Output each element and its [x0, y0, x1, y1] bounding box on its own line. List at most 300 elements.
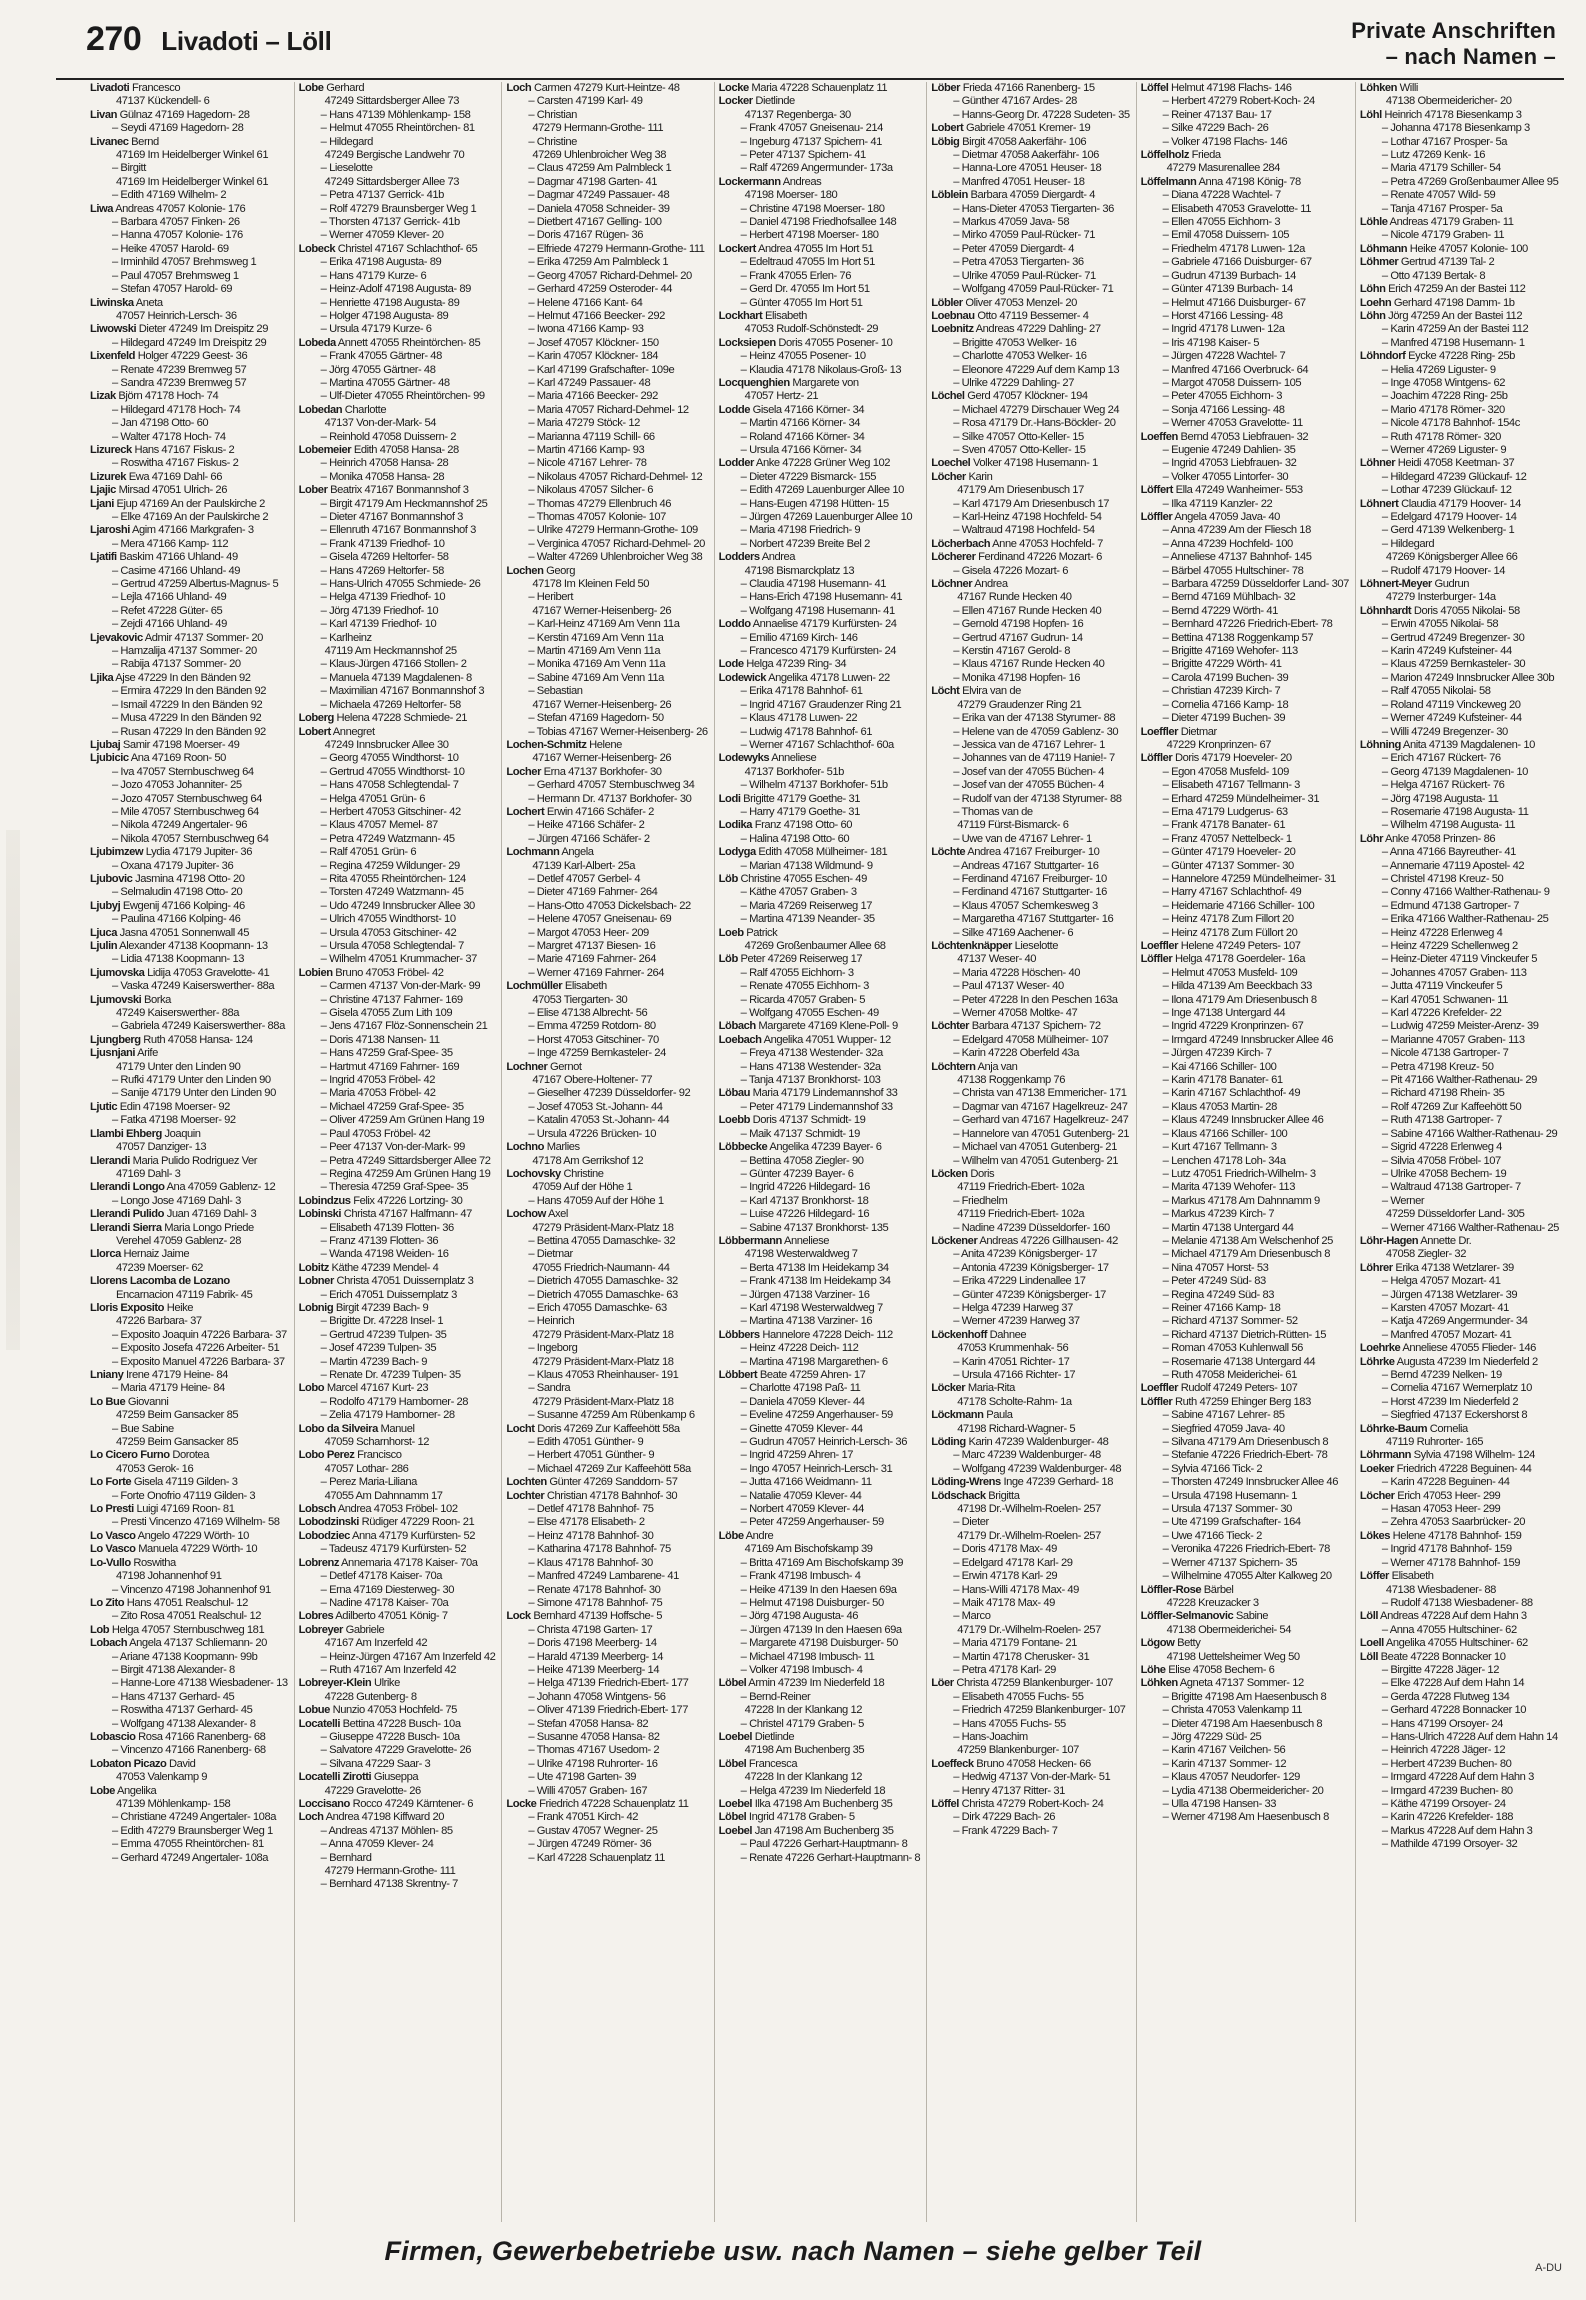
entry-details: – Klaus 47178 Luwen- 22	[740, 712, 858, 725]
listing-entry	[506, 980, 707, 993]
entry-details: 47179 Am Driesenbusch 17	[957, 484, 1084, 497]
listing-entry	[506, 149, 707, 162]
listing-entry	[90, 913, 288, 926]
listing-entry	[299, 189, 496, 202]
entry-details: – Erika 47178 Bahnhof- 61	[740, 685, 863, 698]
entry-details: – Klaus 47057 Memel- 87	[320, 819, 438, 832]
entry-details: Ruth 47259 Ehinger Berg 183	[1172, 1395, 1311, 1408]
listing-entry	[299, 565, 496, 578]
entry-details: – Martin 47166 Körner- 34	[740, 417, 861, 430]
listing-entry	[1141, 1195, 1349, 1208]
entry-details: – Volker 47198 Imbusch- 4	[740, 1663, 863, 1676]
entry-details: – Ulrike 47058 Bechem- 19	[1381, 1167, 1507, 1180]
entry-details: 47053 Krummenhak- 56	[957, 1342, 1069, 1355]
listing-entry	[506, 1101, 707, 1114]
entry-details: – Peter 47137 Spichern- 41	[740, 149, 866, 162]
listing-entry	[506, 297, 707, 310]
entry-details: – Dietmar	[528, 1248, 573, 1261]
listing-entry	[719, 658, 921, 671]
entry-details: – Claus 47259 Am Palmbleck 1	[528, 162, 672, 175]
entry-surname: Löhrke	[1359, 1355, 1395, 1368]
entry-surname: Loehrke	[1359, 1342, 1401, 1355]
listing-entry	[1360, 591, 1559, 604]
listing-entry	[506, 1087, 707, 1100]
entry-details: – Hans-Willi 47178 Max- 49	[953, 1583, 1079, 1596]
listing-entry	[1360, 1074, 1559, 1087]
entry-surname: Lobascio	[90, 1730, 136, 1743]
entry-details: – Irmgard 47239 Buchen- 80	[1381, 1784, 1513, 1797]
entry-details: – Petra 47178 Karl- 29	[953, 1663, 1056, 1676]
listing-entry	[719, 176, 921, 189]
entry-surname: Ljuca	[90, 926, 117, 939]
entry-surname: Lobo	[298, 1382, 325, 1395]
entry-surname: Lodewyks	[718, 752, 770, 765]
entry-surname: Lobien	[298, 966, 333, 979]
entry-surname: Löffler	[1140, 953, 1173, 966]
entry-details: Barbara 47059 Diergardt- 4	[967, 189, 1095, 202]
listing-entry	[299, 1785, 496, 1798]
listing-entry	[931, 927, 1129, 940]
listing-entry	[90, 873, 288, 886]
listing-entry	[719, 136, 921, 149]
listing-entry	[931, 1651, 1129, 1664]
listing-entry	[299, 605, 496, 618]
entry-details: – Stefan 47058 Hansa- 82	[528, 1717, 649, 1730]
entry-details: Franz 47198 Otto- 60	[752, 819, 853, 832]
listing-entry	[506, 229, 707, 242]
entry-details: Barbara 47137 Spichern- 72	[969, 1020, 1101, 1033]
entry-details: – Elisabeth 47139 Flotten- 36	[320, 1221, 454, 1234]
entry-details: – Martina 47055 Gärtner- 48	[320, 376, 450, 389]
listing-entry	[1141, 913, 1349, 926]
entry-details: – Hildegard	[320, 135, 373, 148]
listing-entry	[299, 819, 496, 832]
listing-entry	[506, 1503, 707, 1516]
entry-details: – Klaus-Jürgen 47166 Stollen- 2	[320, 658, 467, 671]
listing-entry	[1360, 1624, 1559, 1637]
listing-entry	[1360, 122, 1559, 135]
listing-entry	[506, 256, 707, 269]
listing-entry	[1360, 216, 1559, 229]
entry-details: – Ingrid 47226 Hildegard- 16	[740, 1181, 870, 1194]
listing-entry	[90, 1852, 288, 1865]
listing-entry	[931, 726, 1129, 739]
entry-details: – Ursula 47058 Schlegtendal- 7	[320, 940, 464, 952]
entry-details: – Helene 47166 Kant- 64	[528, 296, 643, 309]
entry-details: – Emma 47259 Rotdorn- 80	[528, 1020, 656, 1033]
listing-entry	[1360, 390, 1559, 403]
listing-entry	[1141, 1181, 1349, 1194]
entry-details: Otto 47119 Bessemer- 4	[974, 309, 1089, 322]
entry-details: – Rosemarie 47138 Untergard 44	[1162, 1355, 1316, 1368]
entry-details: 47178 Im Kleinen Feld 50	[532, 578, 650, 591]
entry-details: 47279 Hermann-Grothe- 111	[532, 122, 664, 135]
listing-entry	[931, 1409, 1129, 1422]
entry-details: Ewgenij 47166 Kolping- 46	[120, 899, 245, 912]
listing-entry	[506, 1718, 707, 1731]
entry-surname: Löcher	[1359, 1489, 1395, 1502]
listing-entry	[719, 431, 921, 444]
entry-details: – Zelia 47179 Hamborner- 28	[320, 1409, 455, 1422]
entry-surname: Lober	[298, 484, 328, 497]
entry-details: Dietlinde	[752, 95, 795, 108]
entry-surname: Loch	[506, 82, 532, 94]
entry-details: – Luise 47226 Hildegard- 16	[740, 1208, 870, 1221]
listing-entry	[719, 1758, 921, 1771]
entry-details: – Helmut 47198 Duisburger- 50	[740, 1596, 884, 1609]
entry-surname: Ljumovska	[90, 966, 145, 979]
listing-entry	[1141, 310, 1349, 323]
entry-surname: Löhmer	[1359, 256, 1399, 269]
listing-entry	[90, 726, 288, 739]
entry-details: – Nikola 47249 Angertaler- 96	[112, 819, 247, 832]
listing-entry	[931, 1530, 1129, 1543]
entry-details: Gudrun	[1431, 578, 1470, 591]
entry-details: – Helene van de 47059 Gablenz- 30	[953, 725, 1119, 738]
listing-entry	[299, 390, 496, 403]
listing-entry	[299, 136, 496, 149]
entry-details: – Dirk 47229 Bach- 26	[953, 1811, 1056, 1824]
entry-details: – Mario 47178 Römer- 320	[1381, 403, 1505, 416]
entry-details: – Maria 47166 Beecker- 292	[528, 390, 658, 403]
listing-entry	[719, 1248, 921, 1261]
listing-entry	[1141, 1503, 1349, 1516]
entry-details: – Ellen 47055 Eichhorn- 3	[1162, 216, 1281, 229]
listing-entry	[90, 95, 288, 108]
listing-entry	[719, 1114, 921, 1127]
listing-entry	[931, 216, 1129, 229]
entry-details: – Oliver 47259 Am Grünen Hang 19	[320, 1114, 485, 1127]
entry-details: – Jessica van de 47167 Lehrer- 1	[953, 738, 1105, 751]
listing-entry	[506, 860, 707, 873]
listing-entry	[1360, 270, 1559, 283]
listing-entry	[506, 417, 707, 430]
entry-details: – Nadine 47239 Düsseldorfer- 160	[953, 1221, 1110, 1234]
entry-details: – Renate Dr. 47239 Tulpen- 35	[320, 1369, 461, 1381]
entry-details: 47167 Werner-Heisenberg- 26	[532, 752, 672, 765]
entry-details: – Christel 47179 Graben- 5	[740, 1717, 864, 1730]
listing-entry	[1360, 726, 1559, 739]
listing-entry	[719, 699, 921, 712]
entry-surname: Löffler	[1140, 752, 1173, 765]
entry-details: – Klaudia 47178 Nikolaus-Groß- 13	[740, 363, 902, 376]
listing-entry	[299, 95, 496, 108]
listing-entry	[1141, 109, 1349, 122]
entry-details: – Werner 47269 Liguster- 9	[1381, 443, 1507, 456]
listing-entry	[931, 1356, 1129, 1369]
entry-details: – Rita 47055 Rheintörchen- 124	[320, 872, 466, 885]
header-title	[1351, 18, 1556, 70]
entry-details: – Klaus 47167 Runde Hecken 40	[953, 658, 1105, 671]
listing-entry	[1360, 1744, 1559, 1757]
entry-details: Francesca	[746, 1757, 798, 1770]
entry-details: Andreas	[780, 175, 822, 188]
entry-details: – Margarete 47198 Duisburger- 50	[740, 1637, 898, 1650]
entry-details: – Maria 47279 Stöck- 12	[528, 417, 640, 430]
entry-details: – Wilhelm 47051 Krummacher- 37	[320, 953, 477, 966]
entry-details: – Doris 47178 Max- 49	[953, 1543, 1057, 1556]
entry-details: – Ludwig 47259 Meister-Arenz- 39	[1381, 1020, 1539, 1033]
listing-entry	[1141, 1208, 1349, 1221]
listing-entry	[90, 994, 288, 1007]
entry-details: – Heribert	[528, 591, 573, 604]
entry-details: – Eveline 47259 Angerhauser- 59	[740, 1409, 893, 1422]
entry-details: – Erika van der 47138 Styrumer- 88	[953, 712, 1116, 725]
entry-details: Jan 47198 Am Buchenberg 35	[752, 1824, 894, 1837]
entry-details: – Bernd 47229 Wörth- 41	[1162, 604, 1278, 617]
entry-details: Betty	[1174, 1637, 1201, 1650]
entry-details: – Silke 47169 Aachener- 6	[953, 926, 1074, 939]
entry-details: – Paul 47226 Gerhart-Hauptmann- 8	[740, 1838, 908, 1851]
listing-entry	[299, 457, 496, 470]
entry-details: – Ulrike 47279 Hermann-Grothe- 109	[528, 524, 698, 537]
listing-entry	[931, 82, 1129, 95]
entry-surname: Loddo	[718, 618, 751, 631]
entry-details: – Karin 47228 Beguinen- 44	[1381, 1476, 1510, 1489]
entry-details: – Ulrike 47198 Ruhrorter- 16	[528, 1757, 658, 1770]
entry-details: 47167 Werner-Heisenberg- 26	[532, 604, 672, 617]
entry-details: – Klaus 47057 Neudorfer- 129	[1162, 1771, 1300, 1784]
listing-entry	[719, 444, 921, 457]
entry-details: – Ursula 47179 Kurze- 6	[320, 323, 432, 336]
entry-details: – Michael 47198 Imbusch- 11	[740, 1650, 875, 1663]
listing-entry	[506, 632, 707, 645]
listing-entry	[90, 819, 288, 832]
entry-details: – Klaus 47259 Bernkasteler- 30	[1381, 658, 1526, 671]
entry-details: – Gernold 47198 Hopfen- 16	[953, 618, 1084, 631]
listing-entry	[931, 672, 1129, 685]
entry-details: Angelika 47239 Bayer- 6	[767, 1141, 882, 1154]
listing-entry	[1360, 645, 1559, 658]
entry-details: – Doris 47138 Nansen- 11	[320, 1033, 440, 1046]
entry-details: – Hanne-Lore 47138 Wiesbadener- 13	[112, 1677, 288, 1690]
entry-details: – Henriette 47198 Augusta- 89	[320, 296, 460, 309]
entry-surname: Lögow	[1140, 1637, 1175, 1650]
listing-entry	[506, 1798, 707, 1811]
listing-entry	[1141, 404, 1349, 417]
listing-entry	[299, 1677, 496, 1690]
listing-entry	[299, 860, 496, 873]
entry-details: – Ralf 47051 Grün- 6	[320, 846, 417, 859]
listing-entry	[719, 1168, 921, 1181]
entry-surname: Lo Vasco	[90, 1529, 136, 1542]
listing-entry	[1360, 82, 1559, 95]
listing-entry	[90, 1369, 288, 1382]
listing-entry	[719, 229, 921, 242]
entry-details: – Wilhelm 47137 Borkhofer- 51b	[740, 779, 888, 792]
entry-details: – Werner 47166 Walther-Rathenau- 25	[1381, 1221, 1559, 1234]
listing-entry	[299, 1597, 496, 1610]
entry-details: – Christine 47198 Moerser- 180	[740, 202, 885, 215]
listing-entry	[1141, 1222, 1349, 1235]
entry-surname: Liwowski	[90, 323, 137, 336]
listing-entry	[299, 1289, 496, 1302]
listing-entry	[719, 886, 921, 899]
listing-entry	[506, 95, 707, 108]
listing-entry	[719, 189, 921, 202]
listing-entry	[1360, 1141, 1559, 1154]
listing-entry	[299, 323, 496, 336]
entry-details: – Werner 47058 Moltke- 47	[953, 1007, 1078, 1020]
listing-entry	[90, 511, 288, 524]
entry-surname: Ljubovic	[90, 872, 133, 885]
entry-surname: Lobner	[298, 1275, 334, 1288]
listing-entry	[931, 364, 1129, 377]
listing-entry	[90, 1101, 288, 1114]
listing-entry	[506, 1758, 707, 1771]
entry-details: Sylvia 47198 Wilhelm- 124	[1411, 1449, 1535, 1462]
entry-details: – Ralf 47055 Nikolai- 58	[1381, 685, 1491, 698]
listing-entry	[719, 1557, 921, 1570]
entry-details: – Andreas 47167 Stuttgarter- 16	[953, 859, 1099, 872]
entry-details: Dahnee	[987, 1328, 1027, 1341]
entry-surname: Löchner	[931, 578, 973, 591]
entry-details: Georg	[543, 564, 575, 577]
entry-details: – Jörg 47055 Gärtner- 48	[320, 363, 436, 376]
listing-entry	[506, 565, 707, 578]
entry-details: 47279 Präsident-Marx-Platz 18	[532, 1355, 674, 1368]
footer-code: A-DU	[1535, 2262, 1562, 2274]
listing-entry	[299, 1651, 496, 1664]
listing-entry	[1141, 645, 1349, 658]
listing-entry	[931, 176, 1129, 189]
listing-entry	[299, 270, 496, 283]
entry-details: – Karl 47137 Bronkhorst- 18	[740, 1194, 869, 1207]
entry-surname: Löchtern	[931, 1060, 976, 1073]
entry-details: – Christine	[528, 135, 577, 148]
listing-entry	[1360, 1007, 1559, 1020]
listing-entry	[719, 1838, 921, 1851]
entry-details: 47178 Am Gerrikshof 12	[532, 1154, 644, 1167]
listing-entry	[506, 1771, 707, 1784]
listing-entry	[506, 471, 707, 484]
listing-entry	[506, 1047, 707, 1060]
listing-entry	[299, 1128, 496, 1141]
entry-details: Edith 47058 Mülheimer- 181	[755, 846, 888, 859]
listing-entry	[719, 739, 921, 752]
listing-entry	[1141, 524, 1349, 537]
listing-entry	[719, 1382, 921, 1395]
entry-details: – Petra 47137 Gerrick- 41b	[320, 189, 444, 202]
listing-entry	[1141, 1235, 1349, 1248]
listing-entry	[719, 1047, 921, 1060]
listing-entry	[90, 457, 288, 470]
listing-entry	[506, 270, 707, 283]
entry-details: – Frank 47198 Imbusch- 4	[740, 1570, 861, 1583]
entry-surname: Lochen-Schmitz	[506, 738, 587, 751]
entry-details: – Margot 47053 Heer- 209	[528, 926, 649, 939]
entry-details: – Günter 47137 Sommer- 30	[1162, 859, 1294, 872]
entry-details: – Iva 47057 Sternbuschweg 64	[112, 765, 254, 778]
entry-details: – Peter 47249 Süd- 83	[1162, 1275, 1266, 1288]
listing-entry	[1141, 900, 1349, 913]
entry-details: – Marc 47239 Waldenburger- 48	[953, 1449, 1101, 1462]
entry-details: – Ingrid 47229 Kronprinzen- 67	[1162, 1020, 1304, 1033]
listing-entry	[1141, 216, 1349, 229]
entry-details: – Ulrike 47059 Paul-Rücker- 71	[953, 269, 1096, 282]
listing-entry	[719, 1302, 921, 1315]
listing-entry	[506, 1409, 707, 1422]
entry-details: 47055 Friedrich-Naumann- 44	[532, 1261, 670, 1274]
entry-details: – Waltraud 47198 Hochfeld- 54	[953, 524, 1095, 537]
entry-details: Maria 47228 Schauenplatz 11	[748, 82, 888, 94]
entry-details: – Käthe 47057 Graben- 3	[740, 886, 857, 899]
listing-entry	[299, 1798, 496, 1811]
listing-entry	[1360, 350, 1559, 363]
entry-details: – Erwin 47055 Nikolai- 58	[1381, 618, 1499, 631]
listing-entry	[506, 1463, 707, 1476]
listing-entry	[299, 243, 496, 256]
entry-details: Andrea 47053 Fröbel- 102	[335, 1503, 458, 1516]
entry-details: – Sandra 47239 Bremweg 57	[112, 376, 247, 389]
entry-details: – Heinrich	[528, 1315, 575, 1328]
entry-surname: Loeffen	[1140, 430, 1178, 443]
listing-entry	[931, 162, 1129, 175]
entry-details: – Hans-Dieter 47053 Tiergarten- 36	[953, 202, 1114, 215]
entry-details: – Selmaludin 47198 Otto- 20	[112, 886, 243, 899]
listing-entry	[506, 1436, 707, 1449]
entry-details: – Renate 47226 Gerhart-Hauptmann- 8	[740, 1851, 921, 1864]
listing-entry	[1360, 95, 1559, 108]
entry-surname: Löbel	[718, 1811, 747, 1824]
listing-entry	[719, 860, 921, 873]
entry-details: – Gabriele 47166 Duisburger- 67	[1162, 256, 1312, 269]
listing-entry	[1360, 1087, 1559, 1100]
entry-details: – Jürgen 47269 Lauenburger Allee 10	[740, 511, 913, 523]
listing-entry	[719, 1436, 921, 1449]
listing-entry	[299, 471, 496, 484]
listing-entry	[299, 1610, 496, 1623]
listing-entry	[719, 1463, 921, 1476]
listing-entry	[719, 953, 921, 966]
entry-details: – Bue Sabine	[112, 1422, 174, 1435]
entry-details: – Maria 47057 Richard-Dehmel- 12	[528, 403, 689, 416]
entry-details: – Ulrike 47229 Dahling- 27	[953, 376, 1074, 389]
entry-details: – Thomas 47057 Kolonie- 107	[528, 511, 666, 523]
entry-details: – Christiane 47249 Angertaler- 108a	[112, 1811, 276, 1824]
entry-details: – Margret 47137 Biesen- 16	[528, 940, 656, 952]
entry-details: – Roman 47053 Kuhlenwall 56	[1162, 1342, 1303, 1355]
listing-entry	[90, 1584, 288, 1597]
listing-entry	[719, 591, 921, 604]
listing-entry	[1141, 1289, 1349, 1302]
listing-entry	[1141, 364, 1349, 377]
listing-entry	[299, 444, 496, 457]
entry-details: – Karl 47249 Passauer- 48	[528, 376, 651, 389]
entry-details: Eycke 47228 Ring- 25b	[1405, 350, 1515, 363]
listing-entry	[719, 819, 921, 832]
entry-surname: Löffler	[1140, 511, 1173, 523]
listing-entry	[719, 256, 921, 269]
listing-entry	[1141, 846, 1349, 859]
listing-entry	[90, 1704, 288, 1717]
entry-surname: Löchtenknäpper	[931, 940, 1012, 952]
page-number: 270	[86, 20, 142, 58]
entry-details: Luigi 47169 Roon- 81	[133, 1503, 235, 1516]
entry-details: – Hans-Otto 47053 Dickelsbach- 22	[528, 899, 691, 912]
listing-entry	[506, 1516, 707, 1529]
listing-entry	[931, 1610, 1129, 1623]
entry-details: – Friedhelm	[953, 1194, 1008, 1207]
entry-details: Helga 47057 Sternbuschweg 181	[109, 1623, 265, 1636]
listing-entry	[931, 538, 1129, 551]
listing-entry	[506, 1825, 707, 1838]
entry-details: Lydia 47179 Jupiter- 36	[143, 846, 252, 859]
entry-details: – Antonia 47239 Königsberger- 17	[953, 1261, 1109, 1274]
entry-details: – Martina 47138 Varziner- 16	[740, 1315, 873, 1328]
entry-details: – Sandra	[528, 1382, 571, 1395]
entry-details: – Hans 47058 Schlegtendal- 7	[320, 779, 459, 792]
